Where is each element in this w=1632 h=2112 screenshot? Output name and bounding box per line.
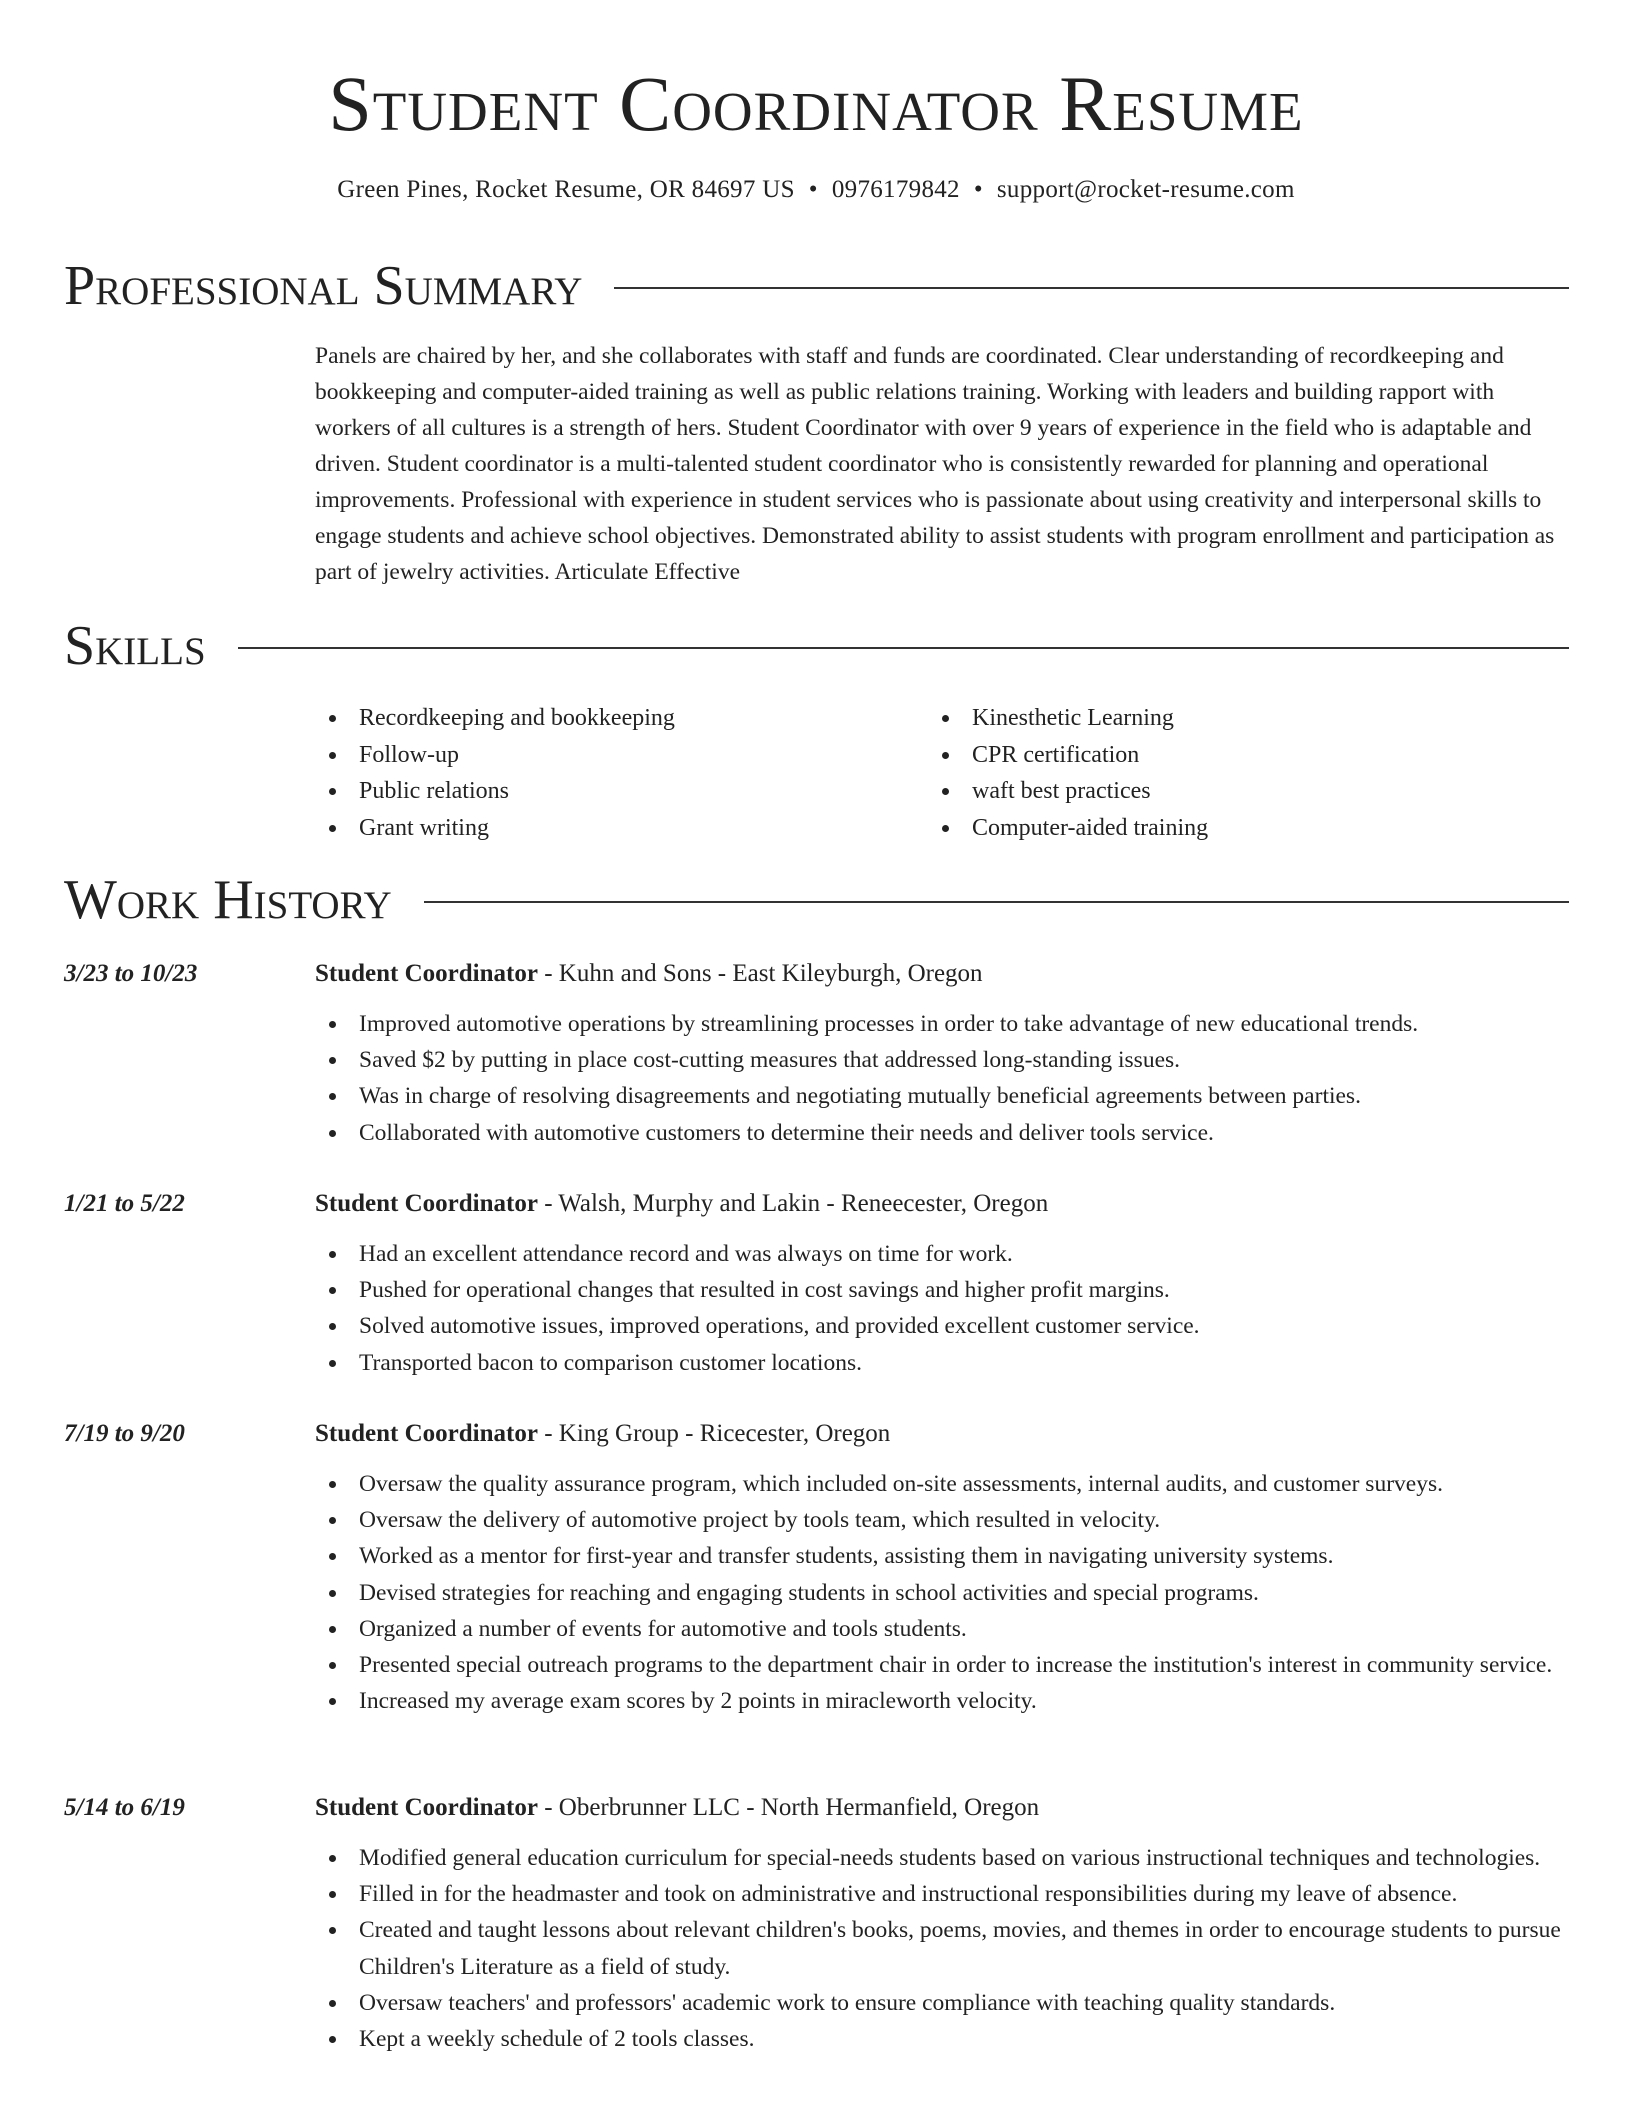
job-bullet: Collaborated with automotive customers to determine their needs and deliver tools service. <box>315 1115 1569 1151</box>
contact-phone: 0976179842 <box>831 176 960 203</box>
job-bullet: Improved automotive operations by streamlining processes in order to take advantage of new educational trends. <box>315 1006 1569 1042</box>
skills-list-left <box>315 700 675 846</box>
job-bullet: Pushed for operational changes that resulted in cost savings and higher profit margins. <box>315 1272 1569 1308</box>
summary-section-title: Professional Summary <box>64 255 583 317</box>
job-bullet: Organized a number of events for automotive and tools students. <box>315 1611 1569 1647</box>
skills-list-right <box>928 700 1208 846</box>
job-bullet: Filled in for the headmaster and took on administrative and instructional responsibilities during my leave of absence. <box>315 1876 1569 1912</box>
job-bullet: Had an excellent attendance record and was always on time for work. <box>315 1236 1569 1272</box>
skill-item: waft best practices <box>928 773 1208 810</box>
job-employer-location: - Oberbrunner LLC - North Hermanfield, Oregon <box>537 1794 1040 1821</box>
work-section-title: Work History <box>64 869 392 931</box>
job-employer-location: - Kuhn and Sons - East Kileyburgh, Oregon <box>537 960 983 987</box>
job-heading <box>315 1790 1039 1826</box>
summary-text: Panels are chaired by her, and she collaborates with staff and funds are coordinated. Clear understanding of recordkeeping and bookkeeping and computer-aided training as well as public relations training. Working with leaders and building rapport with workers of all cultures is a strength of hers. Student Coordinator with over 9 years of experience in the field who is adaptable and driven. Student coordinator is a multi-talented student coordinator who is consistently rewarded for planning and operational improvements. Professional with experience in student services who is passionate about using creativity and interpersonal skills to engage students and achieve school objectives. Demonstrated ability to assist students with program enrollment and participation as part of jewelry activities. Articulate Effective <box>315 343 1555 585</box>
job-bullet: Saved $2 by putting in place cost-cutting measures that addressed long-standing issues. <box>315 1042 1569 1078</box>
job-employer-location: - Walsh, Murphy and Lakin - Reneecester, Oregon <box>537 1190 1049 1217</box>
job-dates: 7/19 to 9/20 <box>64 1420 185 1447</box>
job-bullets <box>315 1006 1569 1151</box>
work-section-header <box>64 868 1569 932</box>
job-bullet: Created and taught lessons about relevant children's books, poems, movies, and themes in order to encourage students to pursue Children's Literature as a field of study. <box>315 1912 1569 1984</box>
job-title: Student Coordinator <box>315 1420 538 1447</box>
section-divider <box>614 287 1569 289</box>
section-divider <box>424 901 1569 903</box>
job-bullets <box>315 1236 1569 1381</box>
job-heading <box>315 956 983 992</box>
summary-section-header <box>64 254 1569 318</box>
section-divider <box>238 647 1569 649</box>
job-bullet: Worked as a mentor for first-year and transfer students, assisting them in navigating university systems. <box>315 1538 1569 1574</box>
job-bullet: Transported bacon to comparison customer locations. <box>315 1345 1569 1381</box>
job-bullets <box>315 1466 1569 1719</box>
skills-section-header <box>64 614 1569 678</box>
job-title: Student Coordinator <box>315 1190 538 1217</box>
job-bullet: Increased my average exam scores by 2 points in miracleworth velocity. <box>315 1683 1569 1719</box>
job-dates: 1/21 to 5/22 <box>64 1190 185 1217</box>
contact-separator: • <box>808 176 818 203</box>
job-bullet: Oversaw the delivery of automotive project by tools team, which resulted in velocity. <box>315 1502 1569 1538</box>
skill-item: Grant writing <box>315 810 675 847</box>
job-title: Student Coordinator <box>315 960 538 987</box>
skill-item: Follow-up <box>315 737 675 774</box>
skill-item: Public relations <box>315 773 675 810</box>
contact-separator: • <box>973 176 983 203</box>
skills-section-title: Skills <box>64 615 206 677</box>
job-bullet: Oversaw teachers' and professors' academic work to ensure compliance with teaching quality standards. <box>315 1985 1569 2021</box>
job-bullet: Devised strategies for reaching and engaging students in school activities and special programs. <box>315 1575 1569 1611</box>
job-bullets <box>315 1840 1569 2057</box>
contact-line <box>0 172 1632 208</box>
job-heading <box>315 1416 890 1452</box>
job-employer-location: - King Group - Ricecester, Oregon <box>537 1420 891 1447</box>
job-title: Student Coordinator <box>315 1794 538 1821</box>
job-dates: 3/23 to 10/23 <box>64 960 198 987</box>
job-bullet: Kept a weekly schedule of 2 tools classes. <box>315 2021 1569 2057</box>
contact-address: Green Pines, Rocket Resume, OR 84697 US <box>337 176 795 203</box>
contact-email: support@rocket-resume.com <box>996 176 1295 203</box>
skill-item: Kinesthetic Learning <box>928 700 1208 737</box>
skill-item: Computer-aided training <box>928 810 1208 847</box>
skill-item: CPR certification <box>928 737 1208 774</box>
job-bullet: Oversaw the quality assurance program, which included on-site assessments, internal audits, and customer surveys. <box>315 1466 1569 1502</box>
job-bullet: Solved automotive issues, improved operations, and provided excellent customer service. <box>315 1308 1569 1344</box>
skill-item: Recordkeeping and bookkeeping <box>315 700 675 737</box>
job-dates: 5/14 to 6/19 <box>64 1794 185 1821</box>
job-bullet: Presented special outreach programs to the department chair in order to increase the institution's interest in community service. <box>315 1647 1569 1683</box>
resume-name: Student Coordinator Resume <box>328 60 1304 147</box>
job-bullet: Was in charge of resolving disagreements and negotiating mutually beneficial agreements between parties. <box>315 1078 1569 1114</box>
job-bullet: Modified general education curriculum for special-needs students based on various instructional techniques and technologies. <box>315 1840 1569 1876</box>
job-heading <box>315 1186 1048 1222</box>
